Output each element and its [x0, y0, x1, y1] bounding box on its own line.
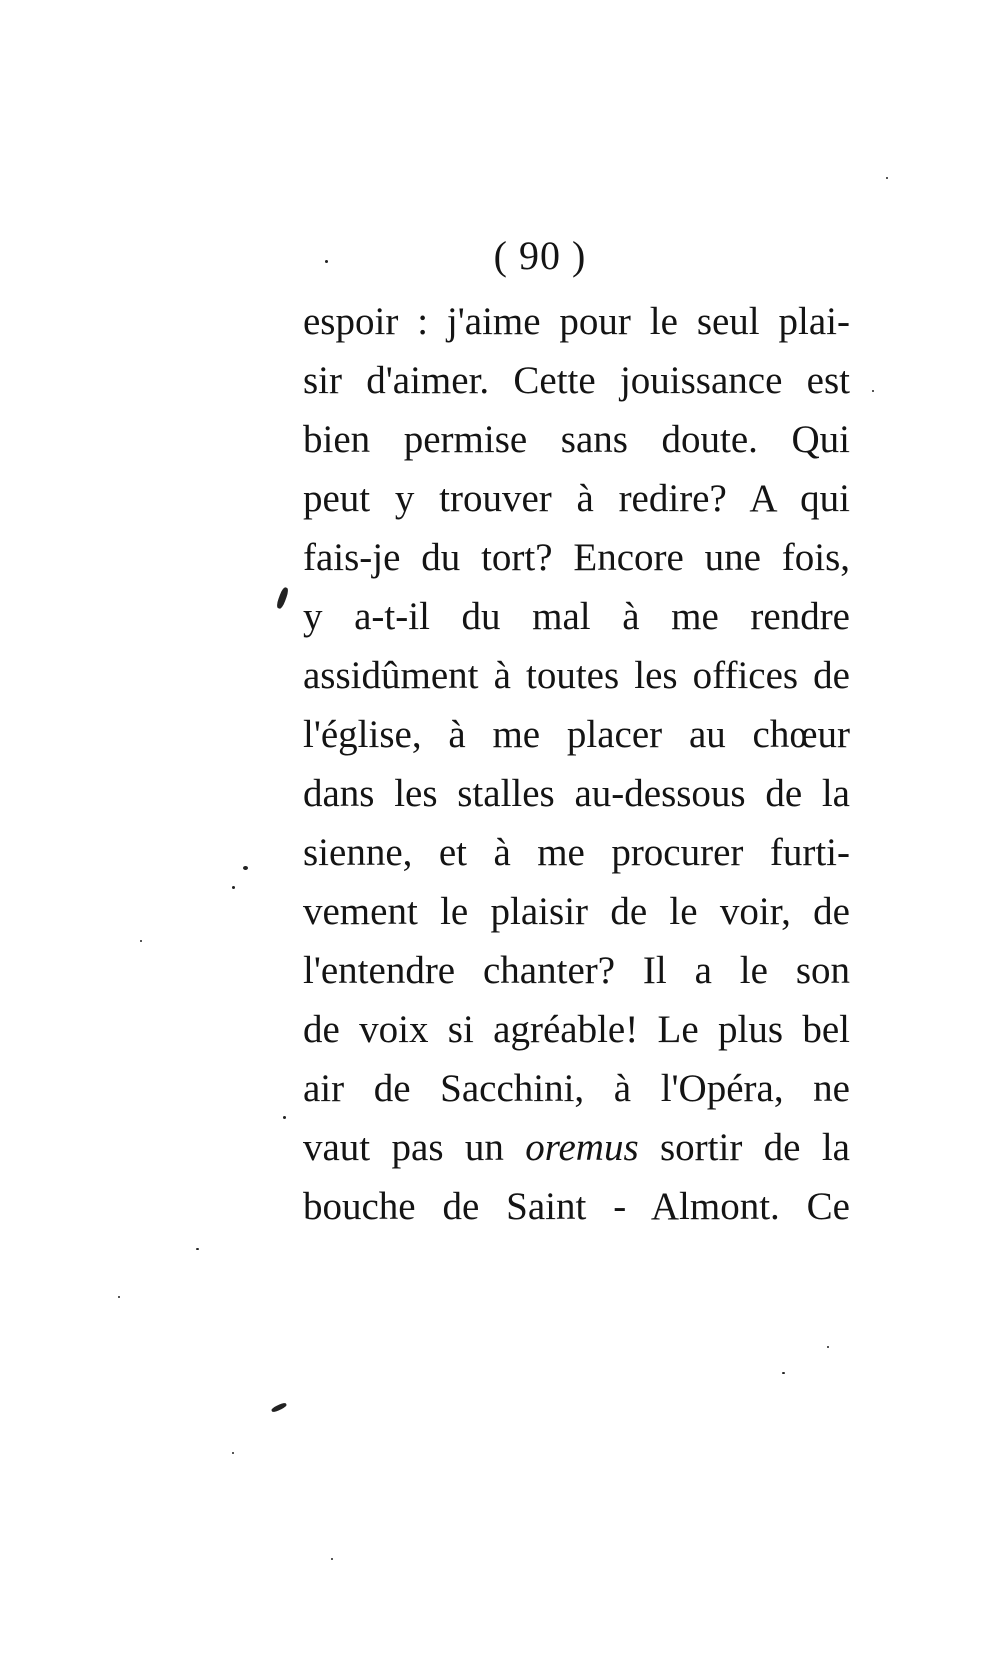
dust-speck	[827, 1346, 829, 1348]
text-line: sir d'aimer. Cette jouissance est	[303, 359, 850, 402]
dust-speck	[782, 1372, 785, 1374]
dust-speck	[232, 1452, 234, 1454]
text-line: de voix si agréable! Le plus bel	[303, 1008, 850, 1051]
dust-speck	[886, 177, 888, 179]
text-line-with-italic	[303, 1118, 850, 1177]
text-line: l'église, à me placer au chœur	[303, 713, 850, 756]
text-line: dans les stalles au-dessous de la	[303, 772, 850, 815]
ink-mark	[275, 586, 289, 609]
text-line: espoir : j'aime pour le seul plai-	[303, 300, 850, 343]
text-line: fais-je du tort? Encore une fois,	[303, 536, 850, 579]
text-line: assidûment à toutes les offices de	[303, 654, 850, 697]
dust-speck	[283, 1116, 286, 1119]
dust-speck	[325, 260, 328, 263]
body-text	[303, 292, 850, 1236]
dust-speck	[196, 1248, 199, 1250]
page-number: ( 90 )	[493, 233, 587, 278]
text-line: l'entendre chanter? Il a le son	[303, 949, 850, 992]
dust-speck	[872, 390, 874, 392]
dust-speck	[118, 1296, 120, 1298]
dust-speck	[232, 886, 235, 889]
text-line: air de Sacchini, à l'Opéra, ne	[303, 1067, 850, 1110]
text-line: vement le plaisir de le voir, de	[303, 890, 850, 933]
text-segment: sortir de la	[638, 1126, 850, 1169]
text-segment: vaut pas un	[303, 1126, 526, 1169]
dust-speck	[243, 866, 248, 870]
dust-speck	[140, 940, 142, 942]
dust-speck	[331, 1558, 333, 1560]
text-line: y a-t-il du mal à me rendre	[303, 595, 850, 638]
text-line: sienne, et à me procurer furti-	[303, 831, 850, 874]
text-line: peut y trouver à redire? A qui	[303, 477, 850, 520]
italic-word: oremus	[525, 1126, 639, 1169]
ink-mark	[271, 1402, 288, 1413]
text-line: bouche de Saint - Almont. Ce	[303, 1185, 850, 1228]
text-line: bien permise sans doute. Qui	[303, 418, 850, 461]
